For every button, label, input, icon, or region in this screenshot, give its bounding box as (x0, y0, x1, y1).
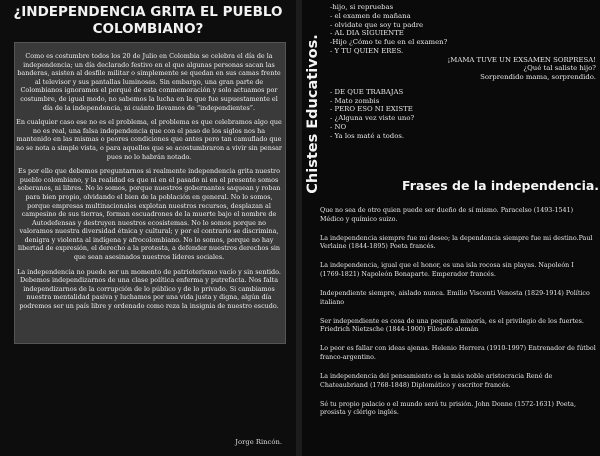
joke-line: - el examen de mañana (330, 11, 411, 20)
article-body (16, 52, 282, 317)
joke-line: -hijo, si repruebas (330, 3, 394, 11)
quote-item: La independencia siempre fue mi deseo; la dependencia siempre fue mi destino.Paul Verlaine (1844-1895) Poeta francés. (320, 234, 593, 251)
quote-item: La independencia del pensamiento es la más noble aristocracia René de Chateaubriand (1768-1848) Diplomático y escritor francés. (320, 373, 553, 389)
quote-item: Independiente siempre, aislado nunca. Emilio Visconti Venosta (1829-1914) Político italiano (320, 290, 590, 306)
joke-line: - Ya los maté a todos. (330, 131, 405, 140)
author-signature: Jorge Rincón. (235, 438, 282, 446)
joke-line: - Mato zombis (330, 96, 380, 105)
joke-line: - DE QUE TRABAJAS (330, 87, 404, 96)
joke-line: - Y TU QUIEN ERES. (330, 46, 404, 55)
quote-item: La independencia, igual que el honor, es una isla rocosa sin playas. Napoleón I (1769-1821) Napoleón Bonaparte. Emperador francés. (320, 262, 574, 278)
quote-item: Que no sea de otro quien puede ser dueño de sí mismo. Paracelso (1493-1541) Médico y químico suizo. (320, 207, 574, 223)
joke-line: - ¿Alguna vez viste uno? (330, 114, 415, 122)
joke-line: Sorprendido mama, sorprendido. (480, 73, 596, 81)
article-paragraph-4: La independencia no puede ser un momento de patrioterismo vacío y sin sentido. Debemos independizarnos de una clase política enferma y putrefacta. Nos falta independizarnos de la corrupción de lo público y de lo privado. Si cambiamos nuestra mentalidad pasiva y luchamos por una vida justa y digna, algún día podremos ser un país libre y ordenado como reza la insignia de nuestro escudo. (17, 267, 281, 311)
joke-line: ¡MAMA TUVE UN EXSAMEN SORPRESA! (447, 55, 596, 64)
quotes-list (320, 207, 596, 429)
article-paragraph-2: En cualquier caso ese no es el problema, el problema es que celebramos algo que no es real, una falsa independencia que con el paso de los siglos nos ha mantenido en las mismas o peores condiciones que antes pero tan camuflado que no se nota a simple vista, o para aquellos que se acostumbraron a vivir sin pensar pues no lo habrán notado. (16, 118, 282, 161)
quote-item: Ser independiente es cosa de una pequeña minoría, es el privilegio de los fuertes. Friedrich Nietzsche (1844-1900) Filosofo alemán (320, 317, 584, 334)
jokes-title-text: Chistes Educativos. (305, 34, 321, 194)
joke-line: - olvidate que soy tu padre (330, 20, 424, 29)
joke-line: - AL DIA SIGUIENTE (330, 29, 404, 38)
article-paragraph-3: Es por ello que debemos preguntarnos si realmente independencia grita nuestro pueblo colombiano, y la realidad es que ni en el pasado ni en el presente somos soberanos, ni libres. No lo somos, porque nuestros gobernantes saquean y roban para bien propio, olvidando el bien de la población en general. No lo somos, porque empresas multinacionales explotan nuestros recursos, desplazan al campesino de sus tierras, forman escuadrones de la muerte bajo el nombre de Autodefensas y destruyen nuestros ecosistemas. No lo somos porque no valoramos nuestra diversidad étnica y cultural; y por el contrario se discrimina, denigra y violenta al indígena y afrocolombiano. No lo somos, porque no hay libertad de expresión, el derecho a la protesta, a defender nuestros derechos sin que sean asesinados nuestros líderes sociales. (17, 167, 281, 262)
quote-item: Sé tu propio palacio o el mundo será tu prisión. John Donne (1572-1631) Poeta, prosista y clérigo inglés. (320, 400, 576, 417)
joke-line: - PERO ESO NI EXISTE (330, 105, 413, 114)
page-title: ¿INDEPENDENCIA GRITA EL PUEBLO COLOMBIANO? (13, 4, 283, 37)
article-paragraph-1: Como es costumbre todos los 20 de Julio en Colombia se celebra el día de la independencia; un día declarado festivo en el que algunas personas sacan las banderas, asisten al desfile militar o simplemente se quedan en sus camas frente al televisor y sus pantallas luminosas. Sin embargo, una gran parte de Colombianos ignoramos el porqué de esta conmemoración y solo actuamos por costumbre, de igual modo, no sabemos la lucha en la que fue supuestamente el día de la independencia, ni cuánto llevamos de “independientes”. (17, 52, 281, 112)
left-page (0, 0, 296, 456)
quotes-section-title: Frases de la independencia. (402, 178, 600, 193)
jokes-list (330, 3, 596, 140)
joke-line: ¿Qué tal saliste hijo? (523, 64, 596, 73)
joke-line: -Hijo ¿Cómo te fue en el examen? (330, 38, 448, 46)
jokes-vertical-title (302, 2, 324, 232)
quote-item: Lo peor es fallar con ideas ajenas. Helenio Herrera (1910-1997) Entrenador de fútbol franco-argentino. (320, 345, 596, 362)
right-page (302, 0, 600, 456)
joke-line: - NO (330, 122, 347, 131)
